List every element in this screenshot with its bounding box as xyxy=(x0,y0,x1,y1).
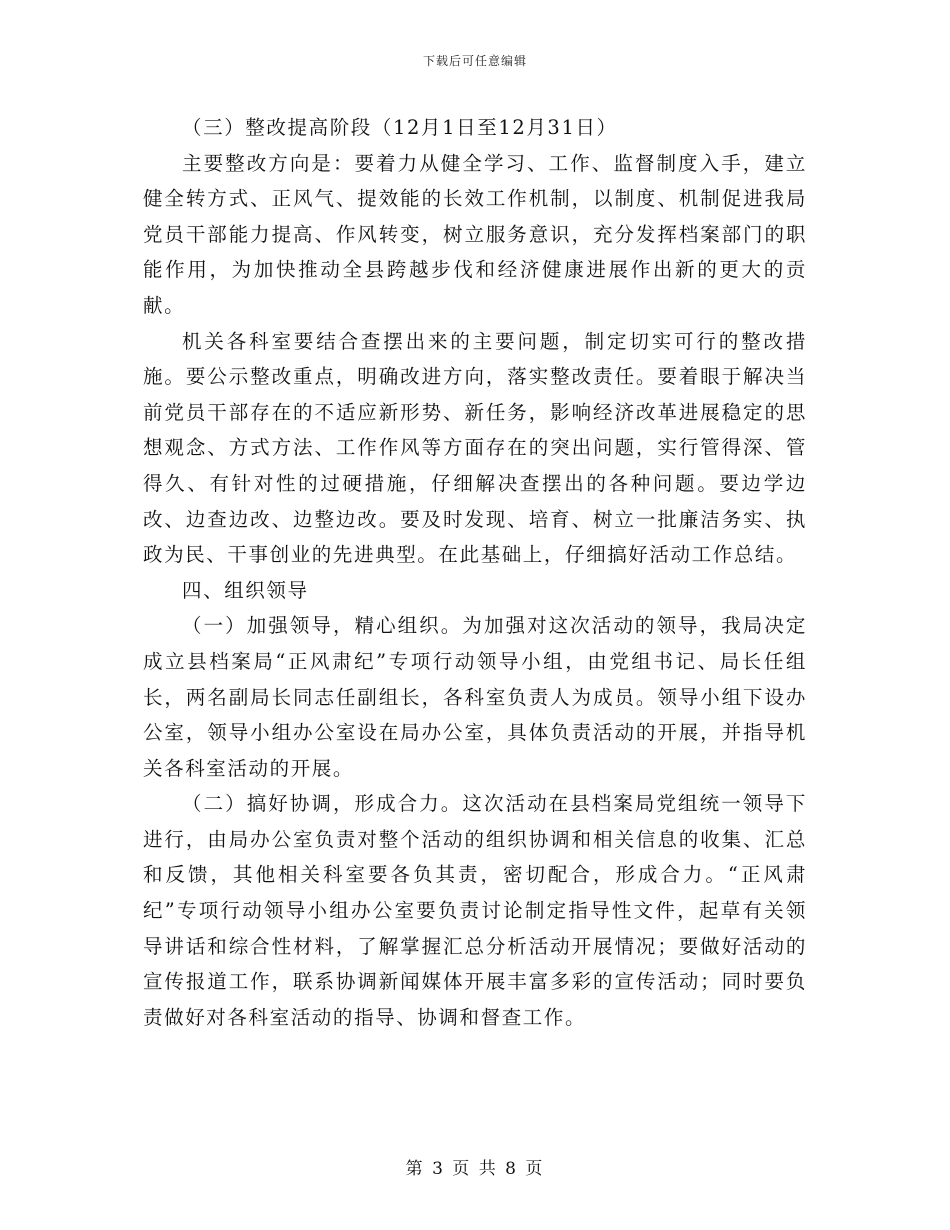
page-header: 下载后可任意编辑 xyxy=(422,54,527,68)
page-number-footer: 第 3 页 共 8 页 xyxy=(405,1159,545,1179)
paragraph-section-three-heading: （三）整改提高阶段（12月1日至12月31日） xyxy=(182,116,618,139)
paragraph-rectification-measures: 机关各科室要结合查摆出来的主要问题，制定切实可行的整改措施。要公示整改重点，明确改进方向，落实整改责任。要着眼于解决当前党员干部存在的不适应新形势、新任务，影响经济改革进展稳定的思想观念、方式方法、工作作风等方面存在的突出问题，实行管得深、管得久、有针对性的过硬措施，仔细解决查摆出的各种问题。要边学边改、边查边改、边整边改。要及时发现、培育、树立一批廉洁务实、执政为民、干事创业的先进典型。在此基础上，仔细搞好活动工作总结。 xyxy=(143,329,807,567)
paragraph-coordination: （二）搞好协调，形成合力。这次活动在县档案局党组统一领导下进行，由局办公室负责对整个活动的组织协调和相关信息的收集、汇总和反馈，其他相关科室要各负其责，密切配合，形成合力。“正风肃纪”专项行动领导小组办公室要负责讨论制定指导性文件，起草有关领导讲话和综合性材料，了解掌握汇总分析活动开展情况；要做好活动的宣传报道工作，联系协调新闻媒体开展丰富多彩的宣传活动；同时要负责做好对各科室活动的指导、协调和督查工作。 xyxy=(143,792,807,1029)
document-body xyxy=(143,110,807,1035)
paragraph-main-direction: 主要整改方向是：要着力从健全学习、工作、监督制度入手，建立健全转方式、正风气、提效能的长效工作机制，以制度、机制促进我局党员干部能力提高、作风转变，树立服务意识，充分发挥档案部门的职能作用，为加快推动全县跨越步伐和经济健康进展作出新的更大的贡献。 xyxy=(143,151,807,317)
paragraph-section-four-heading: 四、组织领导 xyxy=(182,578,309,602)
paragraph-leadership: （一）加强领导，精心组织。为加强对这次活动的领导，我局决定成立县档案局“正风肃纪”专项行动领导小组，由党组书记、局长任组长，两名副局长同志任副组长，各科室负责人为成员。领导小组下设办公室，领导小组办公室设在局办公室，具体负责活动的开展，并指导机关各科室活动的开展。 xyxy=(143,614,807,780)
